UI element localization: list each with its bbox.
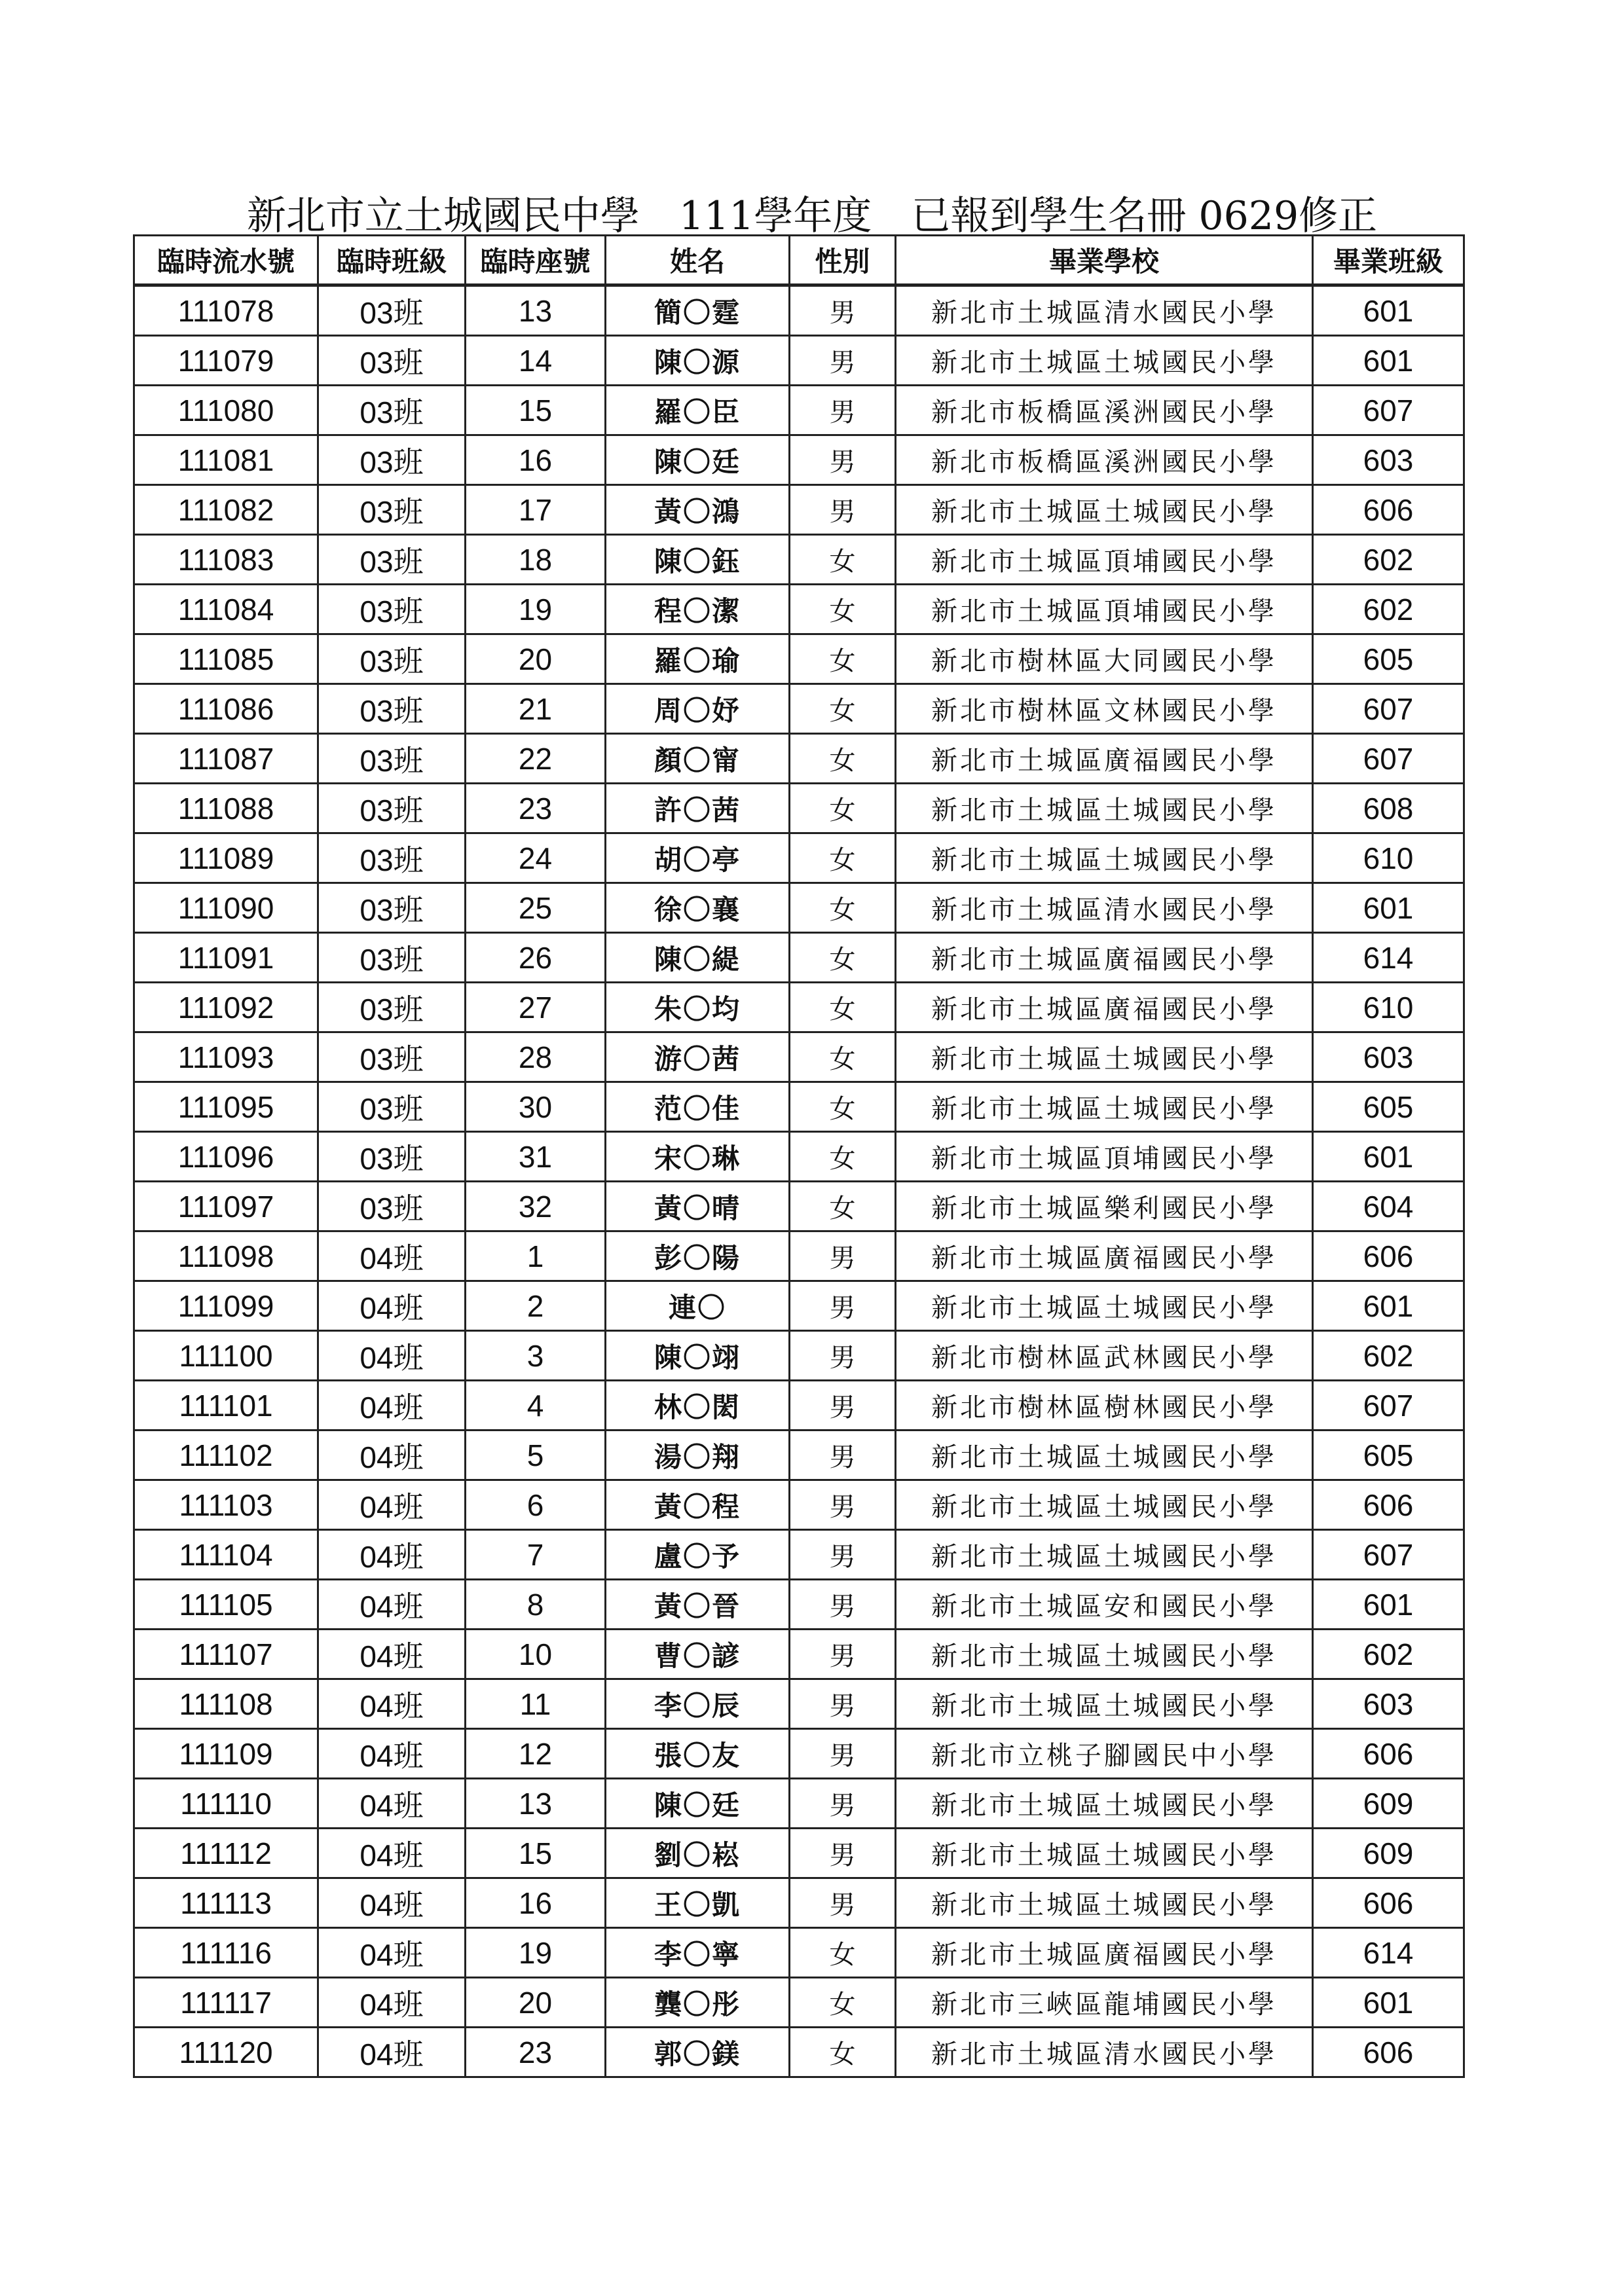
temp-seat: 16 (466, 1878, 606, 1928)
gender: 男 (790, 1281, 896, 1331)
table-row (134, 2028, 1464, 2077)
temp-seat: 23 (466, 784, 606, 833)
graduated-school: 新北市土城區清水國民小學 (896, 2028, 1313, 2077)
temp-class: 03班 (318, 485, 466, 535)
temp-seat: 15 (466, 1829, 606, 1878)
temp-seat: 4 (466, 1381, 606, 1430)
temp-serial: 111088 (134, 784, 318, 833)
temp-seat: 3 (466, 1331, 606, 1381)
temp-serial: 111108 (134, 1679, 318, 1729)
temp-seat: 10 (466, 1630, 606, 1679)
table-row (134, 734, 1464, 784)
temp-serial: 111095 (134, 1082, 318, 1132)
table-row (134, 1530, 1464, 1580)
student-name: 盧〇予 (606, 1530, 790, 1580)
gender: 男 (790, 435, 896, 485)
graduated-school: 新北市土城區土城國民小學 (896, 1430, 1313, 1480)
graduated-school: 新北市樹林區文林國民小學 (896, 684, 1313, 734)
temp-class: 04班 (318, 1679, 466, 1729)
graduated-class: 606 (1313, 1878, 1464, 1928)
temp-serial: 111086 (134, 684, 318, 734)
temp-seat: 19 (466, 1928, 606, 1978)
temp-class: 04班 (318, 1381, 466, 1430)
temp-seat: 22 (466, 734, 606, 784)
graduated-class: 601 (1313, 336, 1464, 386)
graduated-class: 603 (1313, 435, 1464, 485)
gender: 女 (790, 833, 896, 883)
table-row (134, 684, 1464, 734)
student-name: 黃〇晴 (606, 1182, 790, 1231)
temp-seat: 30 (466, 1082, 606, 1132)
temp-class: 03班 (318, 386, 466, 435)
student-name: 宋〇琳 (606, 1132, 790, 1182)
temp-class-header: 臨時班級 (318, 236, 466, 285)
gender: 男 (790, 1430, 896, 1480)
temp-class: 04班 (318, 1729, 466, 1779)
temp-class: 04班 (318, 1480, 466, 1530)
gender: 女 (790, 585, 896, 634)
graduated-school: 新北市土城區清水國民小學 (896, 285, 1313, 336)
temp-class: 03班 (318, 933, 466, 983)
student-name: 羅〇臣 (606, 386, 790, 435)
student-name: 黃〇晉 (606, 1580, 790, 1630)
student-name: 游〇茜 (606, 1032, 790, 1082)
graduated-school: 新北市土城區土城國民小學 (896, 1679, 1313, 1729)
temp-serial: 111103 (134, 1480, 318, 1530)
graduated-school: 新北市土城區頂埔國民小學 (896, 1132, 1313, 1182)
table-row (134, 1729, 1464, 1779)
temp-class: 03班 (318, 585, 466, 634)
temp-serial: 111102 (134, 1430, 318, 1480)
temp-serial: 111078 (134, 285, 318, 336)
gender: 男 (790, 1530, 896, 1580)
graduated-class: 614 (1313, 1928, 1464, 1978)
graduated-class: 601 (1313, 1978, 1464, 2028)
graduated-school: 新北市土城區土城國民小學 (896, 833, 1313, 883)
gender: 女 (790, 1182, 896, 1231)
temp-serial: 111104 (134, 1530, 318, 1580)
temp-seat: 1 (466, 1231, 606, 1281)
graduated-school: 新北市土城區安和國民小學 (896, 1580, 1313, 1630)
name-header: 姓名 (606, 236, 790, 285)
temp-class: 03班 (318, 435, 466, 485)
table-row (134, 1331, 1464, 1381)
graduated-school: 新北市立桃子腳國民中小學 (896, 1729, 1313, 1779)
temp-class: 03班 (318, 1132, 466, 1182)
graduated-class: 606 (1313, 1480, 1464, 1530)
gender: 女 (790, 1978, 896, 2028)
temp-class: 04班 (318, 2028, 466, 2077)
table-row (134, 285, 1464, 336)
graduated-class: 607 (1313, 734, 1464, 784)
graduated-class: 610 (1313, 983, 1464, 1032)
gender: 女 (790, 2028, 896, 2077)
gender: 女 (790, 684, 896, 734)
student-name: 陳〇源 (606, 336, 790, 386)
student-name: 連〇 (606, 1281, 790, 1331)
temp-class: 03班 (318, 1032, 466, 1082)
temp-class: 04班 (318, 1878, 466, 1928)
graduated-school: 新北市土城區樂利國民小學 (896, 1182, 1313, 1231)
temp-serial: 111081 (134, 435, 318, 485)
table-row (134, 386, 1464, 435)
graduated-school: 新北市土城區廣福國民小學 (896, 734, 1313, 784)
graduated-class: 602 (1313, 1331, 1464, 1381)
student-name: 簡〇霆 (606, 285, 790, 336)
graduated-class: 609 (1313, 1829, 1464, 1878)
temp-class: 04班 (318, 1231, 466, 1281)
table-row (134, 1082, 1464, 1132)
temp-class: 04班 (318, 1978, 466, 2028)
temp-seat: 5 (466, 1430, 606, 1480)
graduated-school: 新北市三峽區龍埔國民小學 (896, 1978, 1313, 2028)
temp-seat: 13 (466, 285, 606, 336)
graduated-class: 603 (1313, 1679, 1464, 1729)
temp-class: 03班 (318, 285, 466, 336)
gender: 女 (790, 1928, 896, 1978)
graduated-class: 602 (1313, 535, 1464, 585)
temp-seat: 2 (466, 1281, 606, 1331)
temp-seat: 27 (466, 983, 606, 1032)
graduated-school: 新北市土城區土城國民小學 (896, 1530, 1313, 1580)
gender: 男 (790, 386, 896, 435)
gender: 男 (790, 1630, 896, 1679)
temp-serial: 111098 (134, 1231, 318, 1281)
temp-class: 04班 (318, 1530, 466, 1580)
table-row (134, 1032, 1464, 1082)
graduated-class: 603 (1313, 1032, 1464, 1082)
graduated-class: 609 (1313, 1779, 1464, 1829)
student-name: 周〇妤 (606, 684, 790, 734)
temp-serial: 111089 (134, 833, 318, 883)
student-name: 陳〇緹 (606, 933, 790, 983)
temp-serial: 111109 (134, 1729, 318, 1779)
table-row (134, 1231, 1464, 1281)
temp-serial: 111116 (134, 1928, 318, 1978)
table-row (134, 634, 1464, 684)
temp-serial: 111101 (134, 1381, 318, 1430)
table-row (134, 485, 1464, 535)
gender: 男 (790, 1829, 896, 1878)
graduated-class: 607 (1313, 386, 1464, 435)
graduated-school: 新北市土城區土城國民小學 (896, 485, 1313, 535)
gender: 女 (790, 535, 896, 585)
graduated-class: 606 (1313, 1231, 1464, 1281)
temp-serial: 111100 (134, 1331, 318, 1381)
temp-class: 03班 (318, 684, 466, 734)
temp-seat: 16 (466, 435, 606, 485)
graduated-class: 606 (1313, 1729, 1464, 1779)
temp-class: 03班 (318, 734, 466, 784)
table-row (134, 1878, 1464, 1928)
temp-serial: 111093 (134, 1032, 318, 1082)
graduated-school: 新北市土城區頂埔國民小學 (896, 585, 1313, 634)
gender: 男 (790, 285, 896, 336)
temp-class: 04班 (318, 1281, 466, 1331)
gender: 男 (790, 1779, 896, 1829)
graduated-school: 新北市土城區土城國民小學 (896, 1281, 1313, 1331)
temp-serial: 111107 (134, 1630, 318, 1679)
student-name: 李〇寧 (606, 1928, 790, 1978)
temp-seat: 20 (466, 1978, 606, 2028)
student-name: 范〇佳 (606, 1082, 790, 1132)
student-name: 黃〇程 (606, 1480, 790, 1530)
gender: 男 (790, 1729, 896, 1779)
student-name: 李〇辰 (606, 1679, 790, 1729)
temp-seat: 32 (466, 1182, 606, 1231)
temp-seat: 12 (466, 1729, 606, 1779)
table-row (134, 1580, 1464, 1630)
graduated-school: 新北市土城區頂埔國民小學 (896, 535, 1313, 585)
gender: 女 (790, 983, 896, 1032)
temp-seat: 13 (466, 1779, 606, 1829)
table-row (134, 1381, 1464, 1430)
graduated-school: 新北市樹林區武林國民小學 (896, 1331, 1313, 1381)
temp-class: 03班 (318, 1182, 466, 1231)
gender: 男 (790, 1381, 896, 1430)
graduated-class: 606 (1313, 485, 1464, 535)
student-name: 曹〇諺 (606, 1630, 790, 1679)
graduated-class: 601 (1313, 883, 1464, 933)
gender: 男 (790, 485, 896, 535)
temp-serial: 111087 (134, 734, 318, 784)
temp-seat: 18 (466, 535, 606, 585)
temp-class: 03班 (318, 883, 466, 933)
temp-class: 03班 (318, 784, 466, 833)
graduated-class: 610 (1313, 833, 1464, 883)
student-name: 林〇閎 (606, 1381, 790, 1430)
temp-serial: 111096 (134, 1132, 318, 1182)
table-row (134, 883, 1464, 933)
student-name: 王〇凱 (606, 1878, 790, 1928)
temp-class: 04班 (318, 1580, 466, 1630)
table-row (134, 535, 1464, 585)
table-row (134, 585, 1464, 634)
gender: 女 (790, 883, 896, 933)
graduated-school: 新北市土城區廣福國民小學 (896, 983, 1313, 1032)
table-row (134, 1430, 1464, 1480)
temp-seat: 24 (466, 833, 606, 883)
gender-header: 性別 (790, 236, 896, 285)
temp-class: 04班 (318, 1331, 466, 1381)
graduated-class: 605 (1313, 1430, 1464, 1480)
temp-class: 04班 (318, 1430, 466, 1480)
graduated-class: 601 (1313, 1580, 1464, 1630)
table-row (134, 933, 1464, 983)
temp-seat: 20 (466, 634, 606, 684)
gender: 女 (790, 1032, 896, 1082)
student-name: 龔〇彤 (606, 1978, 790, 2028)
gender: 男 (790, 1480, 896, 1530)
temp-serial: 111090 (134, 883, 318, 933)
temp-serial: 111105 (134, 1580, 318, 1630)
header-row (134, 236, 1464, 285)
temp-class: 04班 (318, 1829, 466, 1878)
gender: 男 (790, 1331, 896, 1381)
temp-class: 04班 (318, 1630, 466, 1679)
graduated-class: 607 (1313, 1530, 1464, 1580)
table-row (134, 1829, 1464, 1878)
temp-serial: 111091 (134, 933, 318, 983)
graduated-school: 新北市樹林區樹林國民小學 (896, 1381, 1313, 1430)
graduated-school: 新北市土城區土城國民小學 (896, 336, 1313, 386)
student-name: 陳〇鈺 (606, 535, 790, 585)
graduated-school: 新北市土城區土城國民小學 (896, 1082, 1313, 1132)
graduated-school: 新北市板橋區溪洲國民小學 (896, 386, 1313, 435)
graduated-school: 新北市土城區土城國民小學 (896, 1829, 1313, 1878)
graduated-class: 606 (1313, 2028, 1464, 2077)
student-roster-table (133, 234, 1465, 2078)
gender: 女 (790, 634, 896, 684)
temp-seat: 26 (466, 933, 606, 983)
graduated-school: 新北市樹林區大同國民小學 (896, 634, 1313, 684)
temp-class: 03班 (318, 1082, 466, 1132)
graduated-class: 607 (1313, 1381, 1464, 1430)
table-row (134, 1182, 1464, 1231)
temp-seat: 17 (466, 485, 606, 535)
temp-serial: 111120 (134, 2028, 318, 2077)
gender: 男 (790, 1679, 896, 1729)
graduated-class: 602 (1313, 1630, 1464, 1679)
table-row (134, 1679, 1464, 1729)
student-name: 彭〇陽 (606, 1231, 790, 1281)
document-title: 新北市立土城國民中學 111學年度 已報到學生名冊 0629修正 (246, 193, 1378, 239)
graduated-class: 604 (1313, 1182, 1464, 1231)
temp-serial: 111117 (134, 1978, 318, 2028)
graduated-class: 605 (1313, 634, 1464, 684)
temp-seat: 31 (466, 1132, 606, 1182)
table-row (134, 833, 1464, 883)
temp-serial: 111085 (134, 634, 318, 684)
graduated-school: 新北市土城區廣福國民小學 (896, 1928, 1313, 1978)
student-name: 劉〇崧 (606, 1829, 790, 1878)
temp-class: 04班 (318, 1928, 466, 1978)
table-row (134, 784, 1464, 833)
graduated-class: 608 (1313, 784, 1464, 833)
temp-seat-header: 臨時座號 (466, 236, 606, 285)
student-name: 胡〇亭 (606, 833, 790, 883)
graduated-class: 602 (1313, 585, 1464, 634)
graduated-school: 新北市土城區土城國民小學 (896, 1032, 1313, 1082)
student-name: 陳〇廷 (606, 1779, 790, 1829)
graduated-class: 614 (1313, 933, 1464, 983)
student-name: 郭〇鎂 (606, 2028, 790, 2077)
temp-serial: 111084 (134, 585, 318, 634)
student-name: 許〇茜 (606, 784, 790, 833)
graduated-school: 新北市板橋區溪洲國民小學 (896, 435, 1313, 485)
table-row (134, 336, 1464, 386)
student-name: 羅〇瑜 (606, 634, 790, 684)
student-name: 朱〇均 (606, 983, 790, 1032)
graduated-school: 新北市土城區土城國民小學 (896, 1480, 1313, 1530)
table-row (134, 435, 1464, 485)
temp-serial: 111112 (134, 1829, 318, 1878)
table-row (134, 1928, 1464, 1978)
table-row (134, 1281, 1464, 1331)
temp-serial: 111082 (134, 485, 318, 535)
temp-serial: 111092 (134, 983, 318, 1032)
gender: 男 (790, 336, 896, 386)
temp-seat: 28 (466, 1032, 606, 1082)
graduated-school-header: 畢業學校 (896, 236, 1313, 285)
table-row (134, 983, 1464, 1032)
gender: 女 (790, 933, 896, 983)
graduated-school: 新北市土城區廣福國民小學 (896, 933, 1313, 983)
student-name: 張〇友 (606, 1729, 790, 1779)
table-row (134, 1630, 1464, 1679)
temp-seat: 23 (466, 2028, 606, 2077)
student-name: 黃〇鴻 (606, 485, 790, 535)
gender: 女 (790, 1082, 896, 1132)
table-row (134, 1779, 1464, 1829)
temp-class: 03班 (318, 634, 466, 684)
temp-seat: 25 (466, 883, 606, 933)
graduated-class: 601 (1313, 1132, 1464, 1182)
temp-seat: 15 (466, 386, 606, 435)
graduated-school: 新北市土城區廣福國民小學 (896, 1231, 1313, 1281)
student-name: 陳〇翊 (606, 1331, 790, 1381)
gender: 男 (790, 1231, 896, 1281)
gender: 女 (790, 734, 896, 784)
student-name: 顏〇甯 (606, 734, 790, 784)
graduated-school: 新北市土城區土城國民小學 (896, 784, 1313, 833)
gender: 男 (790, 1878, 896, 1928)
temp-serial: 111097 (134, 1182, 318, 1231)
student-name: 湯〇翔 (606, 1430, 790, 1480)
gender: 女 (790, 1132, 896, 1182)
graduated-school: 新北市土城區土城國民小學 (896, 1779, 1313, 1829)
graduated-class: 605 (1313, 1082, 1464, 1132)
temp-seat: 21 (466, 684, 606, 734)
temp-serial: 111080 (134, 386, 318, 435)
temp-serial: 111113 (134, 1878, 318, 1928)
temp-class: 03班 (318, 336, 466, 386)
graduated-class-header: 畢業班級 (1313, 236, 1464, 285)
gender: 男 (790, 1580, 896, 1630)
student-name: 程〇潔 (606, 585, 790, 634)
temp-class: 04班 (318, 1779, 466, 1829)
temp-seat: 11 (466, 1679, 606, 1729)
student-name: 徐〇襄 (606, 883, 790, 933)
table-row (134, 1480, 1464, 1530)
temp-class: 03班 (318, 833, 466, 883)
temp-serial: 111099 (134, 1281, 318, 1331)
temp-serial: 111083 (134, 535, 318, 585)
graduated-class: 601 (1313, 285, 1464, 336)
graduated-school: 新北市土城區土城國民小學 (896, 1630, 1313, 1679)
temp-serial: 111110 (134, 1779, 318, 1829)
graduated-school: 新北市土城區土城國民小學 (896, 1878, 1313, 1928)
graduated-school: 新北市土城區清水國民小學 (896, 883, 1313, 933)
student-name: 陳〇廷 (606, 435, 790, 485)
temp-serial: 111079 (134, 336, 318, 386)
temp-seat: 8 (466, 1580, 606, 1630)
graduated-class: 601 (1313, 1281, 1464, 1331)
table-row (134, 1132, 1464, 1182)
graduated-class: 607 (1313, 684, 1464, 734)
temp-class: 03班 (318, 535, 466, 585)
temp-seat: 6 (466, 1480, 606, 1530)
temp-class: 03班 (318, 983, 466, 1032)
temp-seat: 19 (466, 585, 606, 634)
temp-seat: 7 (466, 1530, 606, 1580)
gender: 女 (790, 784, 896, 833)
temp-serial-header: 臨時流水號 (134, 236, 318, 285)
temp-seat: 14 (466, 336, 606, 386)
table-row (134, 1978, 1464, 2028)
